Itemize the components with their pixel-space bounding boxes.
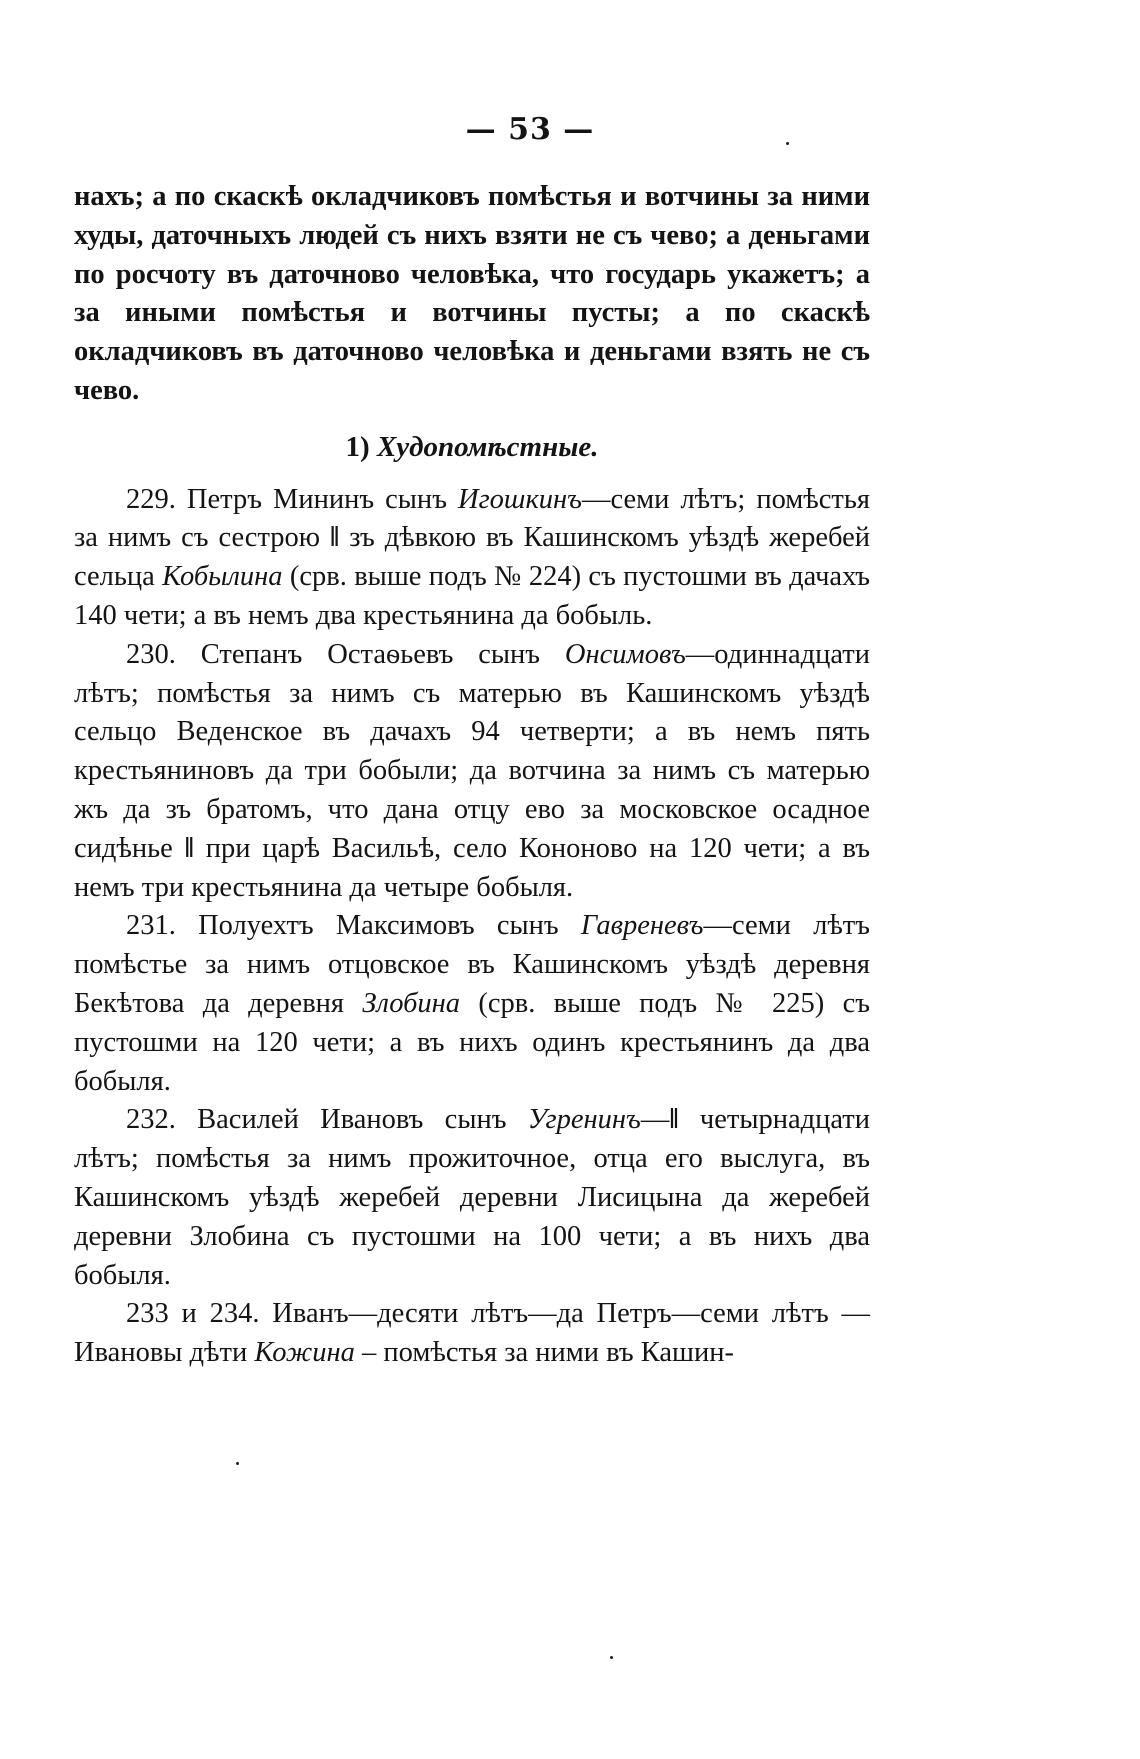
- entry-surname: Гавреневъ: [580, 910, 704, 942]
- entry-place-name: Кобылина: [162, 561, 283, 593]
- entry-number: 232.: [126, 1104, 176, 1136]
- entry-text: Степанъ Остаѳьевъ сынъ: [175, 638, 565, 670]
- entry-number: 230.: [126, 638, 176, 670]
- entry-surname: Кожина: [254, 1337, 355, 1369]
- scan-speck: [786, 142, 789, 145]
- intro-paragraph: нахъ; а по скаскѣ окладчиковъ помѣстья и вотчины за ними худы, даточныхъ людей съ нихъ взяти не съ чево; а деньгами по росчоту въ даточново человѣка, что государь укажетъ; а за иными помѣстья и вотчины пусты; а по скаскѣ окладчиковъ въ даточново человѣка и деньгами взять не съ чево.: [74, 181, 870, 406]
- entry-text: Полуехтъ Максимовъ сынъ: [175, 910, 581, 942]
- entry-number: 229.: [126, 483, 176, 515]
- scan-speck: [236, 1462, 239, 1465]
- entry-text: —семи лѣтъ помѣстье за нимъ отцовское въ Кашинскомъ уѣздѣ деревня Бекѣтова да деревня: [74, 910, 870, 1019]
- entry-text: четырнадцати лѣтъ; помѣстья за нимъ прожиточное, отца его выслуга, въ Кашинскомъ уѣздѣ жеребей деревни Лисицына да жеребей деревни Злобина съ пустошми на 100 чети; а въ нихъ два бобыля.: [74, 1104, 870, 1291]
- entry-text: – помѣстья за ними въ Кашин-: [354, 1337, 734, 1369]
- entry-number: 231.: [126, 910, 176, 942]
- entry-text: —семи лѣтъ; помѣстья за нимъ съ сестрою: [74, 483, 870, 554]
- entry-233-234: [74, 1295, 870, 1373]
- entry-surname: Игошкинъ: [457, 483, 582, 515]
- scan-speck: [610, 1656, 613, 1659]
- page-break-marker: ‖: [330, 522, 340, 554]
- entry-text: —: [640, 1104, 670, 1136]
- entry-text: —одиннадцати лѣтъ; помѣстья за нимъ съ матерью въ Кашинскомъ уѣздѣ сельцо Веденское въ дачахъ 94 четверти; а въ немъ пять крестьяниновъ да три бобыли; да вотчина за нимъ съ матерью жъ да зъ братомъ, что дана отцу ево за московское осадное сидѣнье: [74, 638, 870, 864]
- entry-231: [74, 907, 870, 1101]
- entry-232: [74, 1101, 870, 1295]
- page-break-marker: ‖: [184, 832, 194, 864]
- entry-surname: Угренинъ: [527, 1104, 641, 1136]
- section-heading: [74, 428, 870, 467]
- entry-number: 233 и 234.: [126, 1298, 260, 1330]
- entry-surname: Онсимовъ: [564, 638, 686, 670]
- entry-text: Иванъ—десяти лѣтъ—да Петръ—семи лѣтъ —Ивановы дѣти: [74, 1298, 870, 1369]
- entry-text: зъ дѣвкою въ Кашинскомъ уѣздѣ жеребей сельца: [74, 522, 870, 593]
- entry-text: Петръ Мининъ сынъ: [175, 483, 458, 515]
- page-break-marker: ‖: [669, 1104, 679, 1136]
- body-text: [74, 178, 870, 1373]
- section-title: Худопомѣстные.: [376, 430, 599, 463]
- entry-text: Василей Ивановъ сынъ: [175, 1104, 528, 1136]
- section-number: 1): [345, 430, 370, 463]
- entry-place-name: Злобина: [362, 987, 461, 1019]
- entry-text: (срв. выше подъ № 224) съ пустошми въ дачахъ 140 чети; а въ немъ два крестьянина да бобыль.: [74, 561, 870, 631]
- entry-text: (срв. выше подъ № 225) съ пустошми на 120 чети; а въ нихъ одинъ крестьянинъ да два бобыля.: [74, 987, 870, 1097]
- entry-230: [74, 636, 870, 908]
- entry-229: [74, 481, 870, 636]
- entry-text: при царѣ Васильѣ, село Кононово на 120 чети; а въ немъ три крестьянина да четыре бобыля.: [74, 832, 870, 903]
- page-number: — 53 —: [465, 112, 595, 147]
